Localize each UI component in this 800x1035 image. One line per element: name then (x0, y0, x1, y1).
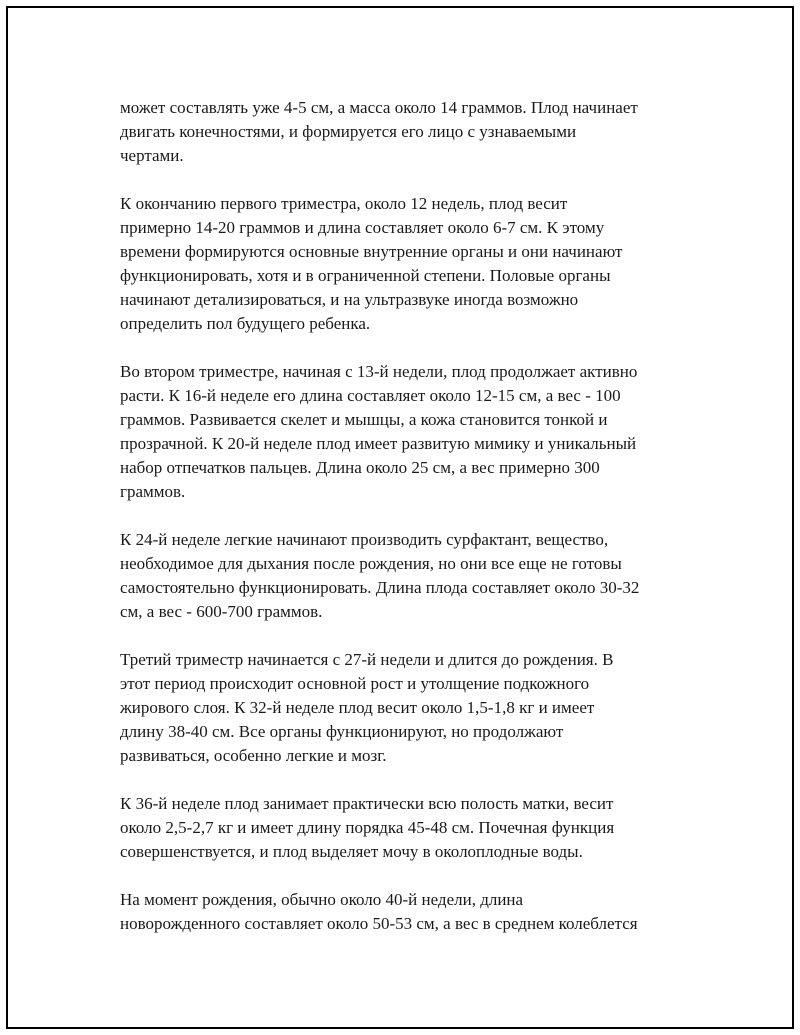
paragraph-7: На момент рождения, обычно около 40-й недели, длина новорожденного составляет около 50-53 см, а вес в среднем колеблется (120, 890, 638, 933)
document-page (6, 6, 794, 1029)
paragraph-2: К окончанию первого триместра, около 12 недель, плод весит примерно 14-20 граммов и длина составляет около 6-7 см. К этому времени формируются основные внутренние органы и они начинают функционировать, хотя и в ограниченной степени. Половые органы начинают детализироваться, и на ультразвуке иногда возможно определить пол будущего ребенка. (120, 194, 623, 333)
paragraph-3: Во втором триместре, начиная с 13-й недели, плод продолжает активно расти. К 16-й неделе его длина составляет около 12-15 см, а вес - 100 граммов. Развивается скелет и мышцы, а кожа становится тонкой и прозрачной. К 20-й неделе плод имеет развитую мимику и уникальный набор отпечатков пальцев. Длина около 25 см, а вес примерно 300 граммов. (120, 362, 638, 501)
paragraph-5: Третий триместр начинается с 27-й недели и длится до рождения. В этот период происходит основной рост и утолщение подкожного жирового слоя. К 32-й неделе плод весит около 1,5-1,8 кг и имеет длину 38-40 см. Все органы функционируют, но продолжают развиваться, особенно легкие и мозг. (120, 650, 614, 765)
document-body (120, 96, 700, 936)
paragraph-6: К 36-й неделе плод занимает практически всю полость матки, весит около 2,5-2,7 кг и имеет длину порядка 45-48 см. Почечная функция совершенствуется, и плод выделяет мочу в околоплодные воды. (120, 794, 615, 861)
paragraph-4: К 24-й неделе легкие начинают производить сурфактант, вещество, необходимое для дыхания после рождения, но они все еще не готовы самостоятельно функционировать. Длина плода составляет около 30-32 см, а вес - 600-700 граммов. (120, 530, 640, 621)
paragraph-1: может составлять уже 4-5 см, а масса около 14 граммов. Плод начинает двигать конечностями, и формируется его лицо с узнаваемыми чертами. (120, 98, 638, 165)
